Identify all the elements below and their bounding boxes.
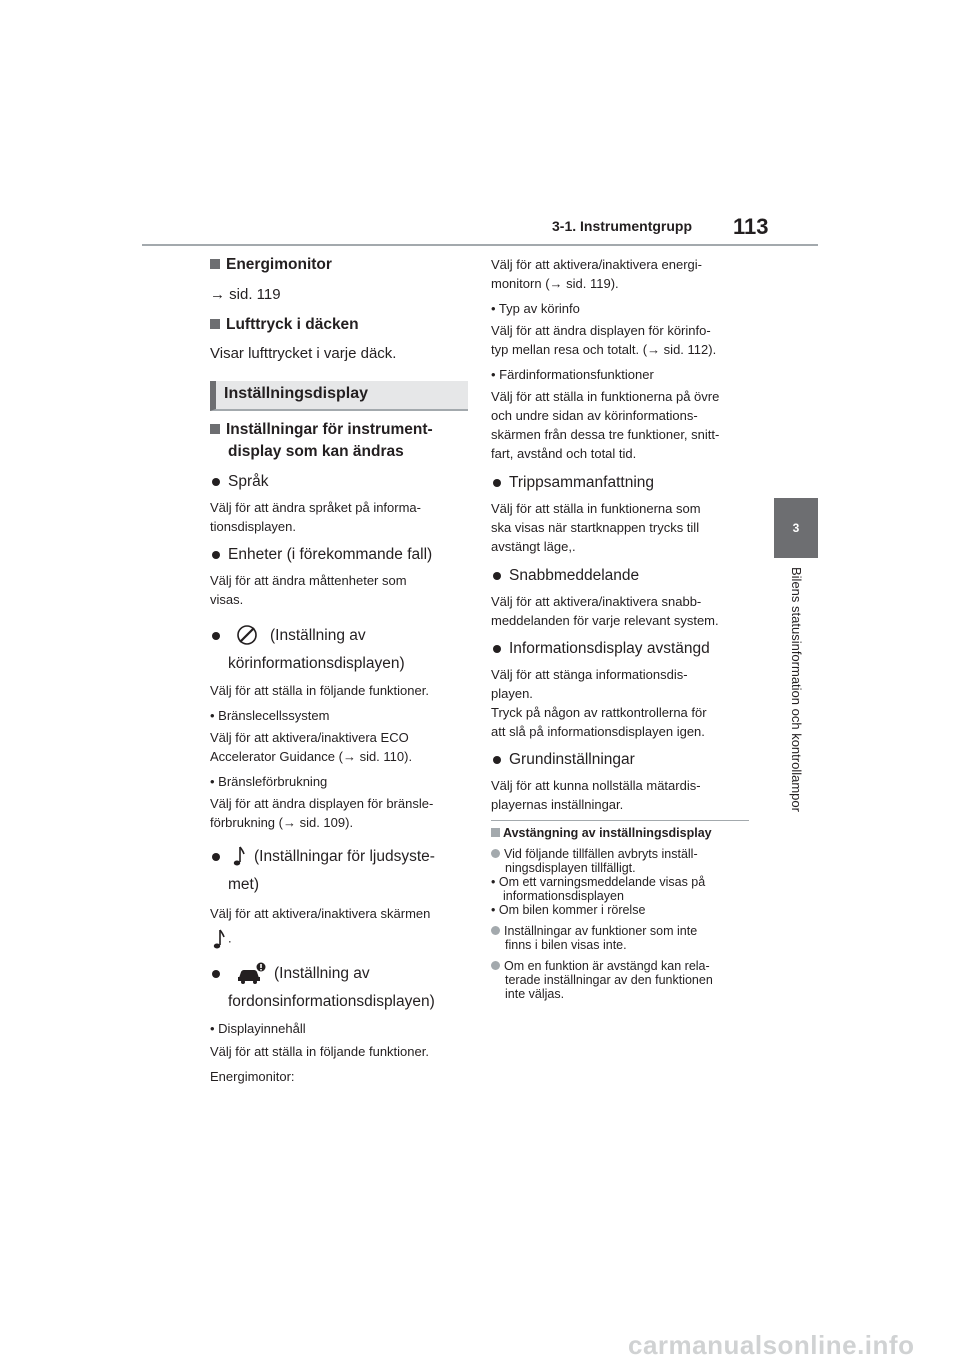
korinfo-text: Välj för att ställa in följande funktioner.: [210, 683, 429, 698]
grund-text: Välj för att kunna nollställa mätardis- playernas inställningar.: [491, 778, 701, 812]
bullet-icon: [212, 632, 220, 640]
chapter-number: 3: [792, 521, 800, 535]
energimonitor-ref: → sid. 119: [210, 286, 281, 303]
branslecell-text: Välj för att aktivera/inaktivera ECO Accelerator Guidance (→ sid. 110).: [210, 730, 413, 764]
korinfo-title-cont: körinformationsdisplayen): [228, 655, 405, 672]
bullet-icon: [212, 853, 220, 861]
displayinnehall-item: • Displayinnehåll: [210, 1021, 306, 1036]
forbrukning-item: • Bränsleförbrukning: [210, 774, 328, 789]
kortyp-item: • Typ av körinfo: [491, 301, 580, 316]
snabb-text: Välj för att aktivera/inaktivera snabb- meddelanden för varje relevant system.: [491, 594, 719, 628]
note-2: Inställningar av funktioner som inte finns i bilen visas inte.: [491, 924, 753, 952]
ljud-title-cont: met): [228, 876, 259, 893]
circle-bullet-icon: [491, 926, 500, 935]
vehicle-info-icon: [236, 961, 266, 985]
note-divider: [491, 820, 749, 821]
bullet-icon: [493, 479, 501, 487]
korinfo-title: (Inställning av: [210, 625, 472, 647]
bullet-icon: [212, 551, 220, 559]
chapter-tab: [774, 498, 818, 558]
header-rule: [142, 244, 818, 246]
enheter-text: Välj för att ändra måttenheter som visas.: [210, 573, 407, 607]
lufttryck-heading: Lufttryck i däcken: [210, 314, 472, 336]
ljud-text-icon-line: .: [210, 927, 472, 951]
ljud-text: Välj för att aktivera/inaktivera skärmen: [210, 906, 431, 921]
bullet-icon: [212, 970, 220, 978]
sprak-text: Välj för att ändra språket på informa- tionsdisplayen.: [210, 500, 421, 534]
lufttryck-text: Visar lufttrycket i varje däck.: [210, 344, 397, 362]
bullet-icon: [493, 572, 501, 580]
inst-heading-cont: display som kan ändras: [228, 443, 404, 460]
page-number: 113: [733, 214, 769, 239]
chapter-side-label: [784, 567, 808, 857]
grund-title: Grundinställningar: [491, 749, 753, 771]
fordon-title: (Inställning av: [210, 963, 472, 985]
tripp-text: Välj för att ställa in funktionerna som ska visas när startknappen trycks till avstängt läge,.: [491, 501, 701, 554]
music-note-icon: [210, 927, 228, 951]
left-column-top: [210, 254, 472, 363]
energimonitor-heading: Energimonitor: [210, 254, 472, 276]
fardinfo-item: • Färdinformationsfunktioner: [491, 367, 654, 382]
fordon-title-cont: fordonsinformationsdisplayen): [228, 993, 435, 1010]
circle-bullet-icon: [491, 961, 500, 970]
note-heading: Avstängning av inställningsdisplay: [491, 826, 753, 840]
energimonitor-label: Energimonitor:: [210, 1069, 295, 1084]
section-header: 3-1. Instrumentgrupp: [552, 218, 693, 234]
ljud-title: (Inställningar för ljudsyste-: [210, 846, 472, 868]
branslecell-item: • Bränslecellssystem: [210, 708, 330, 723]
inst-heading: Inställningar för instrument-: [210, 419, 472, 441]
infoav-text: Välj för att stänga informationsdis- playen. Tryck på någon av rattkontrollerna för att slå på informationsdisplayen igen.: [491, 667, 707, 739]
energi-text: Välj för att aktivera/inaktivera energi- monitorn (→ sid. 119).: [491, 257, 702, 291]
bullet-icon: [212, 478, 220, 486]
square-bullet-icon: [491, 828, 500, 837]
chapter-side-text: Bilens statusinformation och kontrollampor: [789, 567, 804, 812]
displayinnehall-text: Välj för att ställa in följande funktioner.: [210, 1044, 429, 1059]
square-bullet-icon: [210, 259, 220, 269]
music-note-icon: [230, 844, 248, 868]
drive-info-icon: [232, 623, 262, 647]
bullet-icon: [493, 756, 501, 764]
note-3: Om en funktion är avstängd kan rela- terade inställningar av den funktionen inte väljas.: [491, 959, 753, 1001]
section-title-bar: [210, 381, 468, 411]
infoav-title: Informationsdisplay avstängd: [491, 638, 753, 660]
tripp-title: Trippsammanfattning: [491, 472, 753, 494]
enheter-title: Enheter (i förekommande fall): [210, 544, 472, 566]
square-bullet-icon: [210, 319, 220, 329]
right-column: [491, 255, 753, 814]
note-1: Vid följande tillfällen avbryts inställ- ningsdisplayen tillfälligt. • Om ett varningsmeddelande visas på informationsdisplayen • Om bilen kommer i rörelse: [491, 847, 706, 917]
watermark: carmanualsonline.info: [628, 1330, 915, 1360]
snabb-title: Snabbmeddelande: [491, 565, 753, 587]
section-title: Inställningsdisplay: [224, 385, 369, 402]
bullet-icon: [493, 645, 501, 653]
circle-bullet-icon: [491, 849, 500, 858]
forbrukning-text: Välj för att ändra displayen för bränsle- förbrukning (→ sid. 109).: [210, 796, 434, 830]
left-column-settings: [210, 419, 472, 1086]
sprak-title: Språk: [210, 471, 472, 493]
fardinfo-text: Välj för att ställa in funktionerna på övre och undre sidan av körinformations- skärmen från dessa tre funktioner, snitt- fart, avstånd och total tid.: [491, 389, 720, 461]
kortyp-text: Välj för att ändra displayen för körinfo- typ mellan resa och totalt. (→ sid. 112).: [491, 323, 717, 357]
note-box: [491, 826, 753, 1001]
square-bullet-icon: [210, 424, 220, 434]
